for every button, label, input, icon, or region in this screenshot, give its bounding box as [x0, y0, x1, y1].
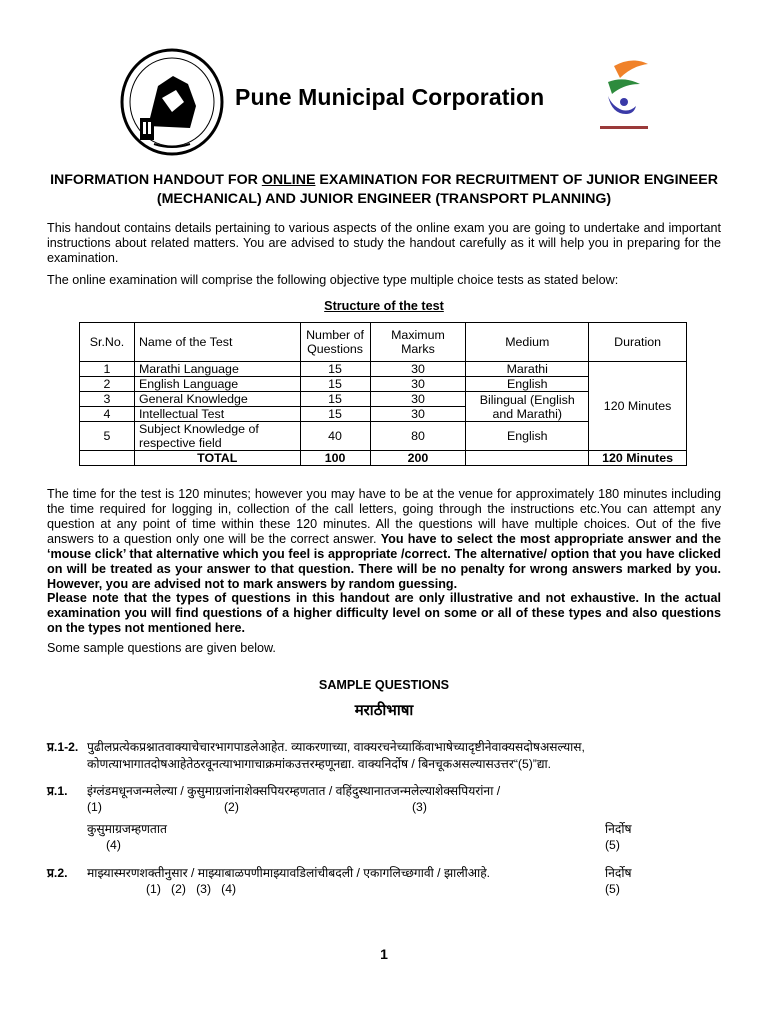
- table-row: 1 Marathi Language 15 30 Marathi 120 Minutes: [80, 362, 687, 377]
- table-header: Name of the Test: [134, 323, 300, 362]
- duration-cell: 120 Minutes: [589, 362, 687, 451]
- question-2-line: माझ्यास्मरणशक्तीनुसार / माझ्याबाळपणीमाझ्यावडिलांचीबदली / एकागलिच्छगावी / झालीआहे.: [87, 866, 491, 880]
- table-row: 5 Subject Knowledge of respective field 40 80 English: [80, 422, 687, 451]
- sample-intro-paragraph: Some sample questions are given below.: [47, 641, 276, 655]
- table-header: Sr.No.: [80, 323, 135, 362]
- table-row: 3 General Knowledge 15 30 Bilingual (English and Marathi): [80, 392, 687, 407]
- table-header: Number of Questions: [300, 323, 370, 362]
- test-time-paragraph: The time for the test is 120 minutes; however you may have to be at the venue for approximately 180 minutes including the time required for logging in, collection of the call letters, going through the instructions etc.You can attempt any question at any point of time within these 120 minutes. All the questions will have multiple choices. Out of the five answers to a question only one will be the correct answer. You have to select the most appropriate answer and the ‘mouse click’ that alternative which you feel is appropriate /correct. The alternative/ option that you have clicked on will be treated as your answer to that question. There will be no penalty for wrong answers marked by you. However, you are advised not to mark answers by random guessing.: [47, 487, 721, 591]
- table-row: 4 Intellectual Test 15 30: [80, 407, 687, 422]
- marathi-section-heading: मराठीभाषा: [354, 702, 414, 719]
- pmc-emblem-icon: [118, 46, 226, 158]
- exam-composition-paragraph: The online examination will comprise the following objective type multiple choice tests as stated below:: [47, 273, 619, 287]
- bilingual-medium-cell: Bilingual (English and Marathi): [466, 392, 589, 422]
- question-1-label: प्र.1.: [47, 784, 68, 798]
- question-1-line2: कुसुमाग्रजम्हणतात: [87, 822, 167, 836]
- swachh-bharat-logo-icon: [594, 56, 654, 138]
- heading-online-word: ONLINE: [261, 172, 316, 188]
- table-header: Duration: [589, 323, 687, 362]
- table-header-row: [80, 323, 687, 362]
- page-number: 1: [380, 946, 388, 962]
- sample-questions-title: SAMPLE QUESTIONS: [318, 678, 450, 692]
- table-header: Maximum Marks: [370, 323, 466, 362]
- illustrative-note-paragraph: Please note that the types of questions in this handout are only illustrative and not exhaustive. In the actual examination you will find questions of a higher difficulty level on some or all of these types and also questions on the types not mentioned here.: [47, 591, 721, 635]
- question-intro-label: प्र.1-2.: [47, 740, 79, 754]
- table-total-row: TOTAL 100 200 120 Minutes: [80, 451, 687, 466]
- question-intro-line1: पुढीलप्रत्येकप्रश्नातवाक्याचेचारभागपाडलेआहेत. व्याकरणाच्या, वाक्यरचनेच्याकिंवाभाषेच्यादृष्टीनेवाक्यसदोषअसल्यास,: [87, 740, 585, 754]
- document-heading: INFORMATION HANDOUT FOR ONLINE EXAMINATION FOR RECRUITMENT OF JUNIOR ENGINEER (MECHANICAL) AND JUNIOR ENGINEER (TRANSPORT PLANNING): [50, 172, 718, 207]
- structure-title: Structure of the test: [324, 299, 444, 313]
- table-row: 2 English Language 15 30 English: [80, 377, 687, 392]
- table-header: Medium: [466, 323, 589, 362]
- intro-paragraph: This handout contains details pertaining to various aspects of the online exam you are going to undertake and important instructions about related matters. You are advised to study the handout carefully as it will help you in preparing for the examination.: [47, 221, 721, 265]
- question-2-label: प्र.2.: [47, 866, 68, 880]
- test-structure-table: [79, 322, 687, 466]
- organization-name: Pune Municipal Corporation: [235, 84, 545, 110]
- question-1-line: इंग्लंडमधूनजन्मलेल्या / कुसुमाग्रजांनाशेक्सपियरम्हणतात / वहिंदुस्थानातजन्मलेल्याशेक्सपियरांना /: [87, 784, 501, 798]
- question-intro-line2: कोणत्याभागातदोषआहेतेठरवूनत्याभागाचाक्रमांकउत्तरम्हणूनद्या. वाक्यनिर्दोष / बिनचूकअसल्यासउत्तर“(5)”द्या.: [87, 757, 552, 771]
